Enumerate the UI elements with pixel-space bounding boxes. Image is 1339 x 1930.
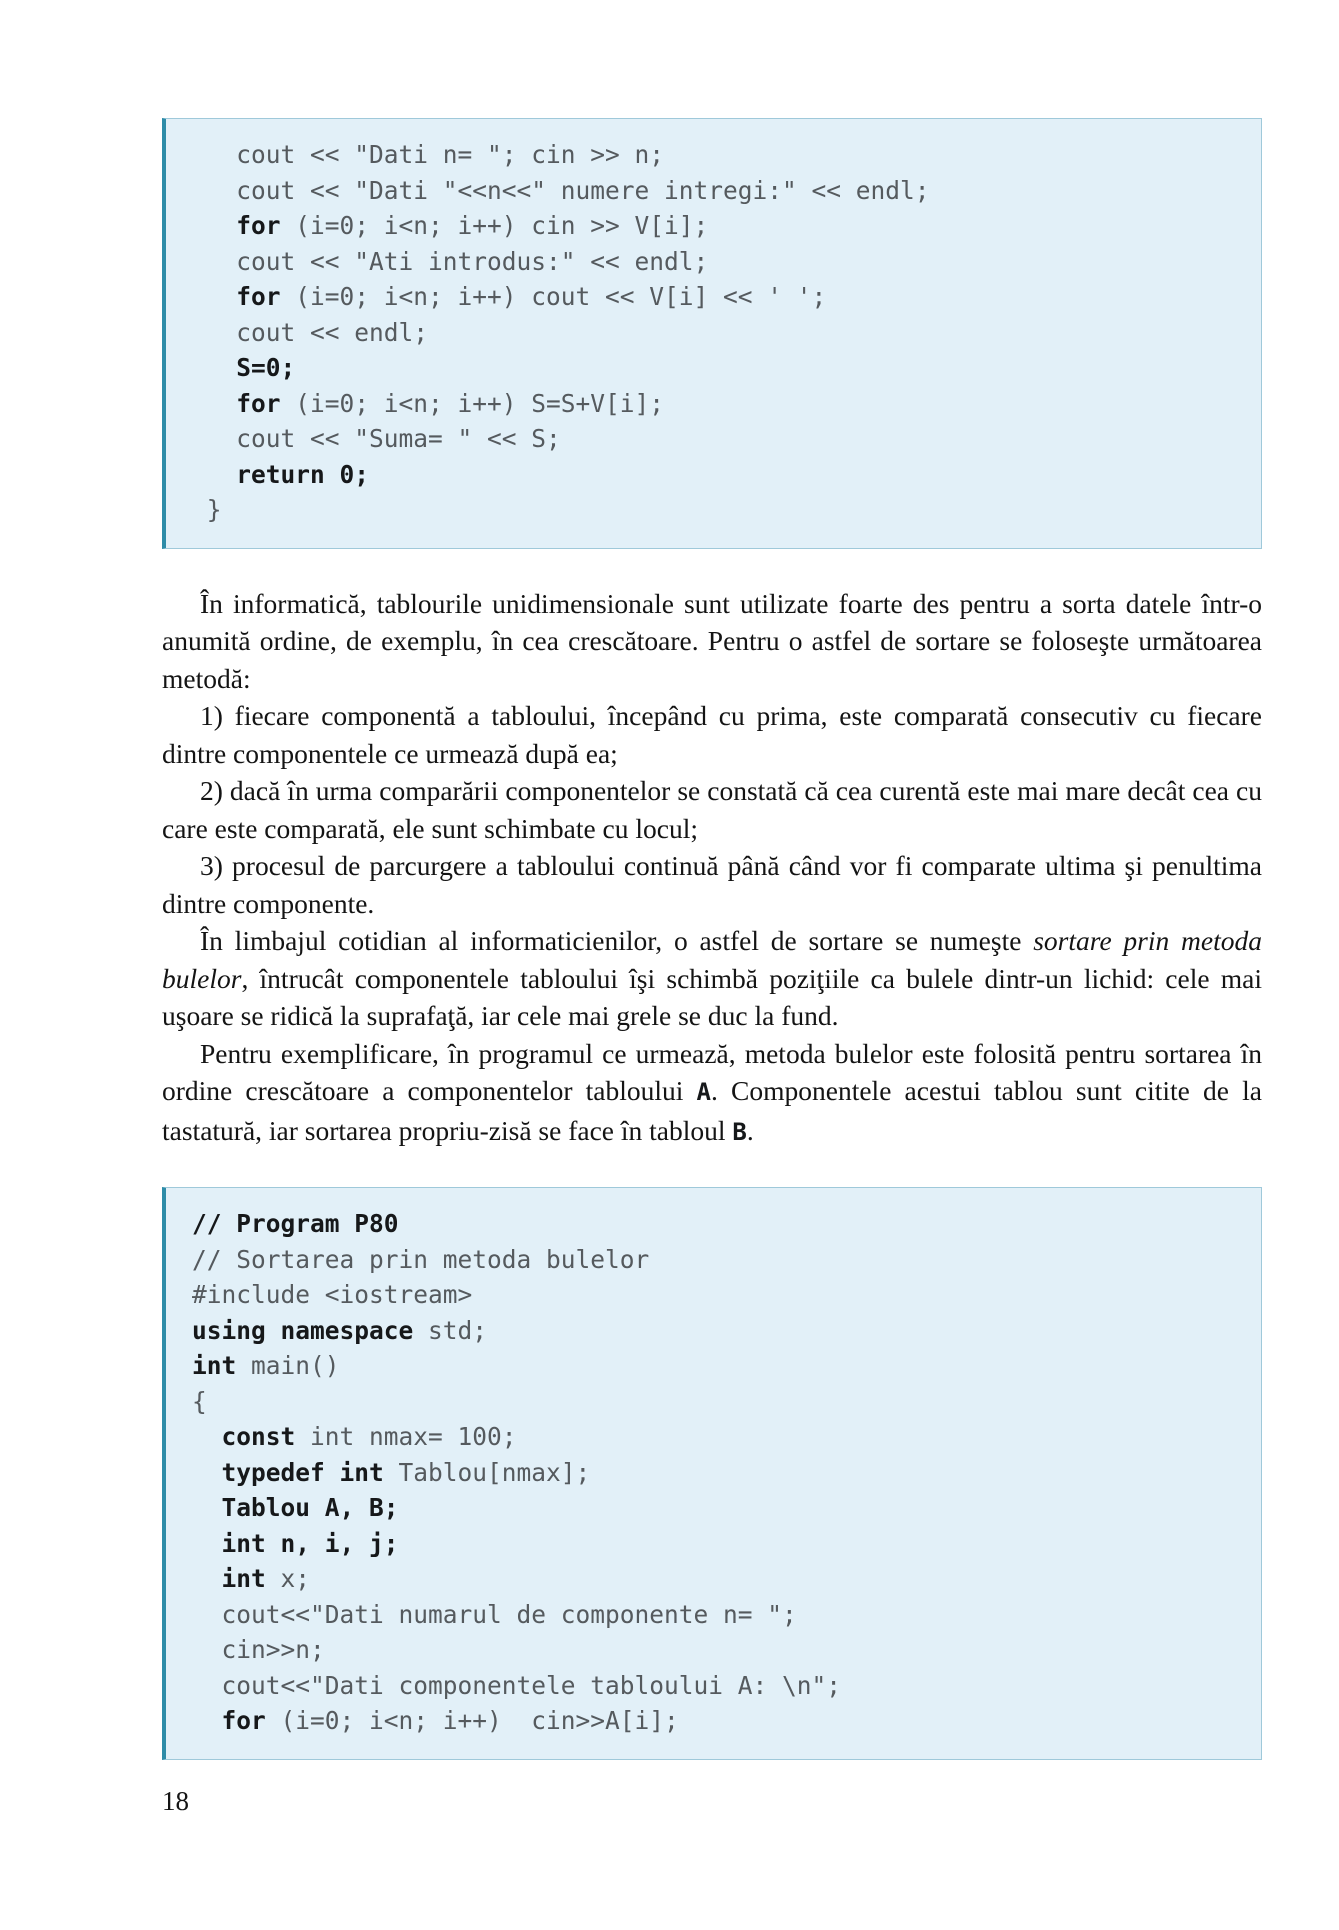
code-token	[192, 1529, 222, 1558]
code-line	[192, 1455, 1241, 1491]
code-line	[192, 1490, 1241, 1526]
code-token: x;	[265, 1564, 311, 1593]
code-token: Tablou A, B;	[221, 1493, 399, 1522]
page-number: 18	[162, 1786, 189, 1816]
p-step-2: 2) dacă în urma comparării componentelor se constată că cea curentă este mai mare decât cea cu care este comparată, ele sunt schimbate cu locul;	[162, 775, 1262, 844]
code-line	[192, 1597, 1241, 1633]
code-line	[192, 244, 1241, 280]
code-token: }	[192, 495, 222, 524]
code-line	[192, 1419, 1241, 1455]
code-token: for	[236, 282, 281, 311]
code-token: S=0;	[236, 353, 296, 382]
code-line	[192, 1313, 1241, 1349]
inline-code-identifier: B	[732, 1117, 747, 1146]
code-token	[192, 353, 236, 382]
code-line	[192, 208, 1241, 244]
spacer	[162, 1151, 1262, 1187]
code-token: cout << "Dati n= "; cin >> n;	[192, 140, 665, 169]
code-token: cout << "Dati "<<n<<" numere intregi:" << endl;	[192, 175, 930, 205]
emphasis-text: sortare prin metoda bulelor	[162, 925, 1262, 994]
code-block-bubble-sort	[162, 1187, 1262, 1760]
code-token: cin>>n;	[192, 1635, 325, 1664]
code-token	[192, 389, 236, 418]
code-token: int	[221, 1528, 266, 1558]
code-token: main()	[236, 1351, 340, 1380]
code-token	[192, 1706, 222, 1735]
code-line	[192, 350, 1241, 386]
code-line	[192, 1561, 1241, 1597]
code-token: // Program P80	[192, 1209, 399, 1238]
p-step-3: 3) procesul de parcurgere a tabloului continuă până când vor fi comparate ultima şi penultima dintre componente.	[162, 850, 1262, 919]
code-token: int	[221, 1564, 266, 1593]
code-token	[192, 282, 236, 311]
code-line	[192, 173, 1241, 209]
code-line	[192, 457, 1241, 493]
code-token: cout<<"Dati componentele tabloului A: \n";	[192, 1670, 842, 1700]
code-token	[192, 460, 236, 489]
code-token: int	[192, 1351, 237, 1380]
code-token	[192, 1564, 222, 1593]
code-line	[192, 386, 1241, 422]
code-token: cout << "Suma= " << S;	[192, 424, 561, 453]
code-token	[192, 1422, 222, 1451]
code-token: using namespace	[192, 1315, 414, 1345]
code-token	[192, 1493, 222, 1522]
p-bubble-name: În limbajul cotidian al informaticienilor, o astfel de sortare se numeşte sortare prin metoda bulelor, întrucât componentele tabloului îşi schimbă poziţiile ca bulele dintr-un lichid: cele mai uşoare se ridică la suprafaţă, iar cele mai grele se duc la fund.	[162, 925, 1262, 1031]
code-token: Tablou[nmax];	[383, 1457, 591, 1487]
code-line	[192, 1348, 1241, 1384]
code-line	[192, 1277, 1241, 1313]
code-token	[192, 1458, 222, 1487]
p-step-1: 1) fiecare componentă a tabloului, începând cu prima, este comparată consecutiv cu fiecare dintre componentele ce urmează după ea;	[162, 700, 1262, 769]
code-token: (i=0; i<n; i++) S=S+V[i];	[280, 388, 665, 418]
code-token: return 0;	[236, 459, 370, 489]
code-token: cout<<"Dati numarul de componente n= ";	[192, 1599, 797, 1629]
code-token: for	[236, 388, 281, 418]
code-line	[192, 137, 1241, 173]
code-token: (i=0; i<n; i++) cin>>A[i];	[265, 1706, 679, 1735]
code-token: cout << "Ati introdus:" << endl;	[192, 246, 709, 276]
code-line	[192, 1526, 1241, 1562]
code-line	[192, 315, 1241, 351]
code-line	[192, 492, 1241, 528]
code-token: // Sortarea prin metoda bulelor	[192, 1244, 650, 1274]
code-token: typedef int	[221, 1457, 384, 1487]
code-line	[192, 1703, 1241, 1739]
p-example: Pentru exemplificare, în programul ce urmează, metoda bulelor este folosită pentru sortarea în ordine crescătoare a componentelor tabloului A. Componentele acestui tablou sunt citite de la tastatură, iar sortarea propriu-zisă se face în tabloul B.	[162, 1037, 1262, 1146]
code-line	[192, 421, 1241, 457]
code-line	[192, 1206, 1241, 1242]
code-token: n, i, j;	[265, 1528, 399, 1558]
code-line	[192, 1384, 1241, 1420]
code-line	[192, 279, 1241, 315]
code-token: int nmax= 100;	[295, 1422, 517, 1451]
p-intro: În informatică, tablourile unidimensionale sunt utilizate foarte des pentru a sorta datele într-o anumită ordine, de exemplu, în cea crescătoare. Pentru o astfel de sortare se foloseşte următoarea metodă:	[162, 587, 1262, 694]
code-token: {	[192, 1386, 207, 1416]
prose-section-sorting-explanation	[162, 585, 1262, 1152]
code-token: (i=0; i<n; i++) cout << V[i] << ' ';	[280, 282, 827, 311]
code-token: for	[236, 211, 281, 240]
code-line	[192, 1242, 1241, 1278]
code-token: const	[221, 1422, 296, 1451]
code-token: #include <iostream>	[192, 1280, 473, 1309]
code-token: cout << endl;	[192, 317, 429, 347]
page-content-column	[162, 0, 1262, 1784]
code-token: (i=0; i<n; i++) cin >> V[i];	[280, 211, 709, 240]
code-line	[192, 1632, 1241, 1668]
code-token: for	[221, 1706, 266, 1735]
code-token	[192, 211, 236, 240]
code-block-sum-array	[162, 118, 1262, 549]
code-line	[192, 1668, 1241, 1704]
inline-code-identifier: A	[696, 1078, 711, 1106]
code-token: std;	[413, 1315, 488, 1345]
